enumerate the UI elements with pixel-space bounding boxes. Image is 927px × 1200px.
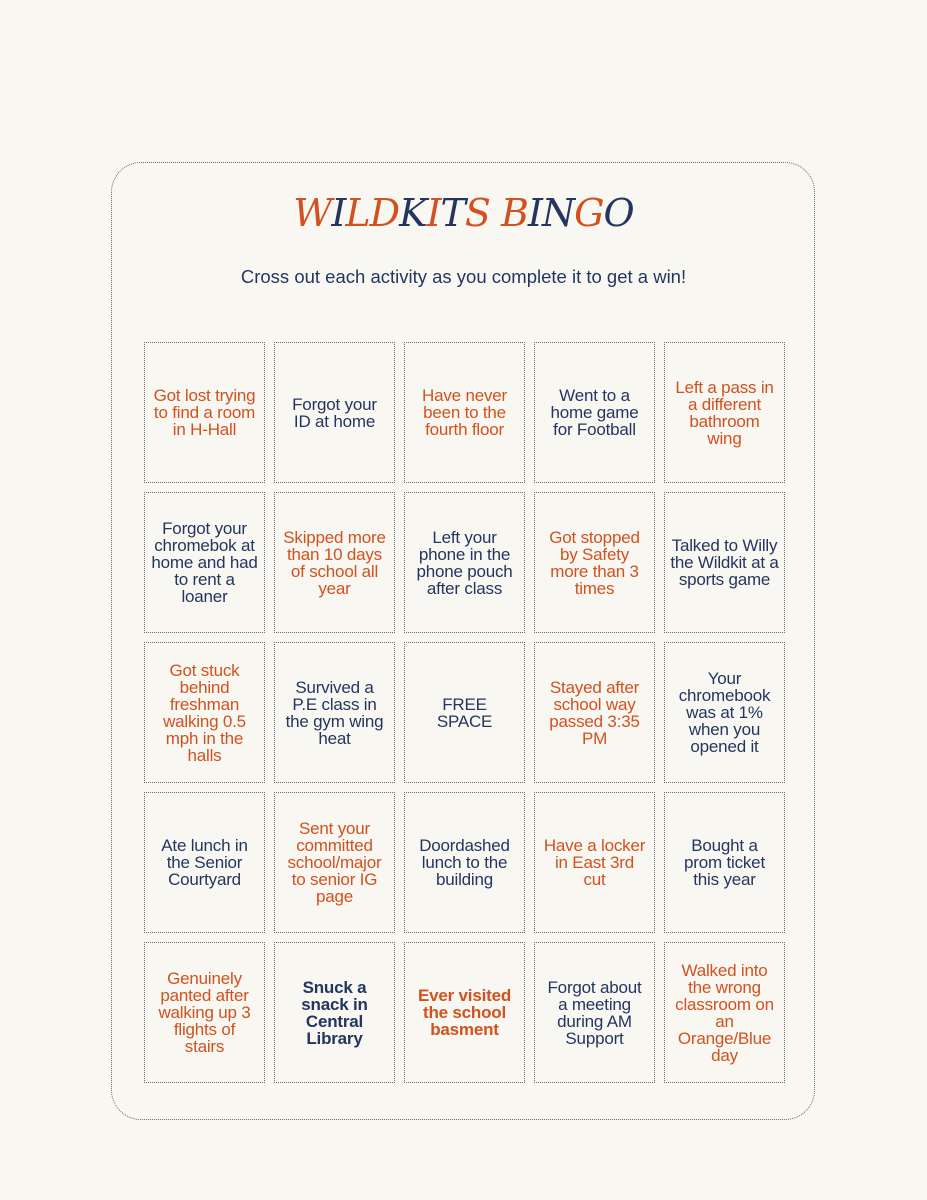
bingo-square-label: Ate lunch in the Senior Courtyard	[161, 836, 248, 889]
title-part: LD	[345, 191, 400, 235]
bingo-square[interactable]	[534, 642, 655, 783]
bingo-square[interactable]	[664, 342, 785, 483]
title-part: K	[399, 191, 427, 235]
bingo-square-label: Skipped more than 10 days of school all year	[283, 527, 386, 598]
bingo-square[interactable]	[274, 492, 395, 633]
bingo-square[interactable]	[144, 492, 265, 633]
bingo-square-label: Have never been to the fourth floor	[422, 386, 507, 439]
bingo-square-label: Talked to Willy the Wildkit at a sports game	[670, 536, 779, 589]
bingo-square[interactable]	[274, 792, 395, 933]
bingo-square-label: Genuinely panted after walking up 3 flights of stairs	[158, 969, 251, 1056]
bingo-square-label: Bought a prom ticket this year	[684, 836, 765, 889]
title-part: B	[500, 191, 528, 235]
bingo-square[interactable]	[144, 792, 265, 933]
bingo-free-space[interactable]	[404, 642, 525, 783]
bingo-square[interactable]	[274, 342, 395, 483]
bingo-square-label: Left your phone in the phone pouch after class	[416, 527, 513, 598]
bingo-square-label: Doordashed lunch to the building	[419, 836, 510, 889]
bingo-square-label: Got stuck behind freshman walking 0.5 mph in the halls	[163, 660, 246, 765]
bingo-square-label: Went to a home game for Football	[550, 386, 639, 439]
bingo-square[interactable]	[534, 492, 655, 633]
bingo-square-label: Forgot about a meeting during AM Support	[547, 977, 642, 1048]
bingo-square[interactable]	[404, 342, 525, 483]
title-part: IN	[527, 191, 575, 235]
bingo-square[interactable]	[404, 492, 525, 633]
bingo-square-label: FREE SPACE	[436, 694, 493, 731]
bingo-square[interactable]	[664, 492, 785, 633]
bingo-square[interactable]	[404, 942, 525, 1083]
bingo-square-label: Your chromebook was at 1% when you opened it	[678, 669, 771, 756]
bingo-square[interactable]	[144, 342, 265, 483]
instructions: Cross out each activity as you complete it to get a win!	[240, 266, 687, 287]
bingo-square-label: Got stopped by Safety more than 3 times	[549, 527, 640, 598]
title-part: G	[574, 191, 604, 235]
title-part: S	[464, 191, 501, 235]
bingo-square[interactable]	[664, 792, 785, 933]
bingo-square-label: Forgot your ID at home	[292, 394, 377, 431]
bingo-square[interactable]	[534, 792, 655, 933]
bingo-square-label: Sent your committed school/major to senior IG page	[287, 819, 382, 906]
bingo-square-label: Left a pass in a different bathroom wing	[675, 377, 774, 448]
page-title	[0, 190, 927, 236]
bingo-square[interactable]	[534, 942, 655, 1083]
bingo-square-label: Got lost trying to find a room in H-Hall	[153, 386, 256, 439]
title-part: W	[293, 191, 332, 235]
bingo-grid	[144, 342, 785, 1083]
title-part: I	[331, 191, 346, 235]
bingo-square-label: Walked into the wrong classroom on an Orange/Blue day	[675, 960, 774, 1065]
title-part: I	[426, 191, 441, 235]
bingo-square[interactable]	[404, 792, 525, 933]
bingo-square-label: Stayed after school way passed 3:35 PM	[549, 677, 640, 748]
bingo-square-label: Have a locker in East 3rd cut	[543, 836, 646, 889]
title-part: O	[603, 191, 634, 235]
bingo-square[interactable]	[144, 942, 265, 1083]
bingo-square-label: Forgot your chromebok at home and had to rent a loaner	[151, 519, 258, 606]
title-part: T	[440, 191, 465, 235]
bingo-square-label: Survived a P.E class in the gym wing heat	[285, 677, 384, 748]
bingo-square-label: Ever visited the school basment	[417, 986, 512, 1039]
bingo-square[interactable]	[664, 942, 785, 1083]
bingo-square[interactable]	[274, 942, 395, 1083]
bingo-square-label: Snuck a snack in Central Library	[301, 977, 368, 1048]
bingo-square[interactable]	[274, 642, 395, 783]
bingo-square[interactable]	[664, 642, 785, 783]
bingo-square[interactable]	[144, 642, 265, 783]
bingo-square[interactable]	[534, 342, 655, 483]
